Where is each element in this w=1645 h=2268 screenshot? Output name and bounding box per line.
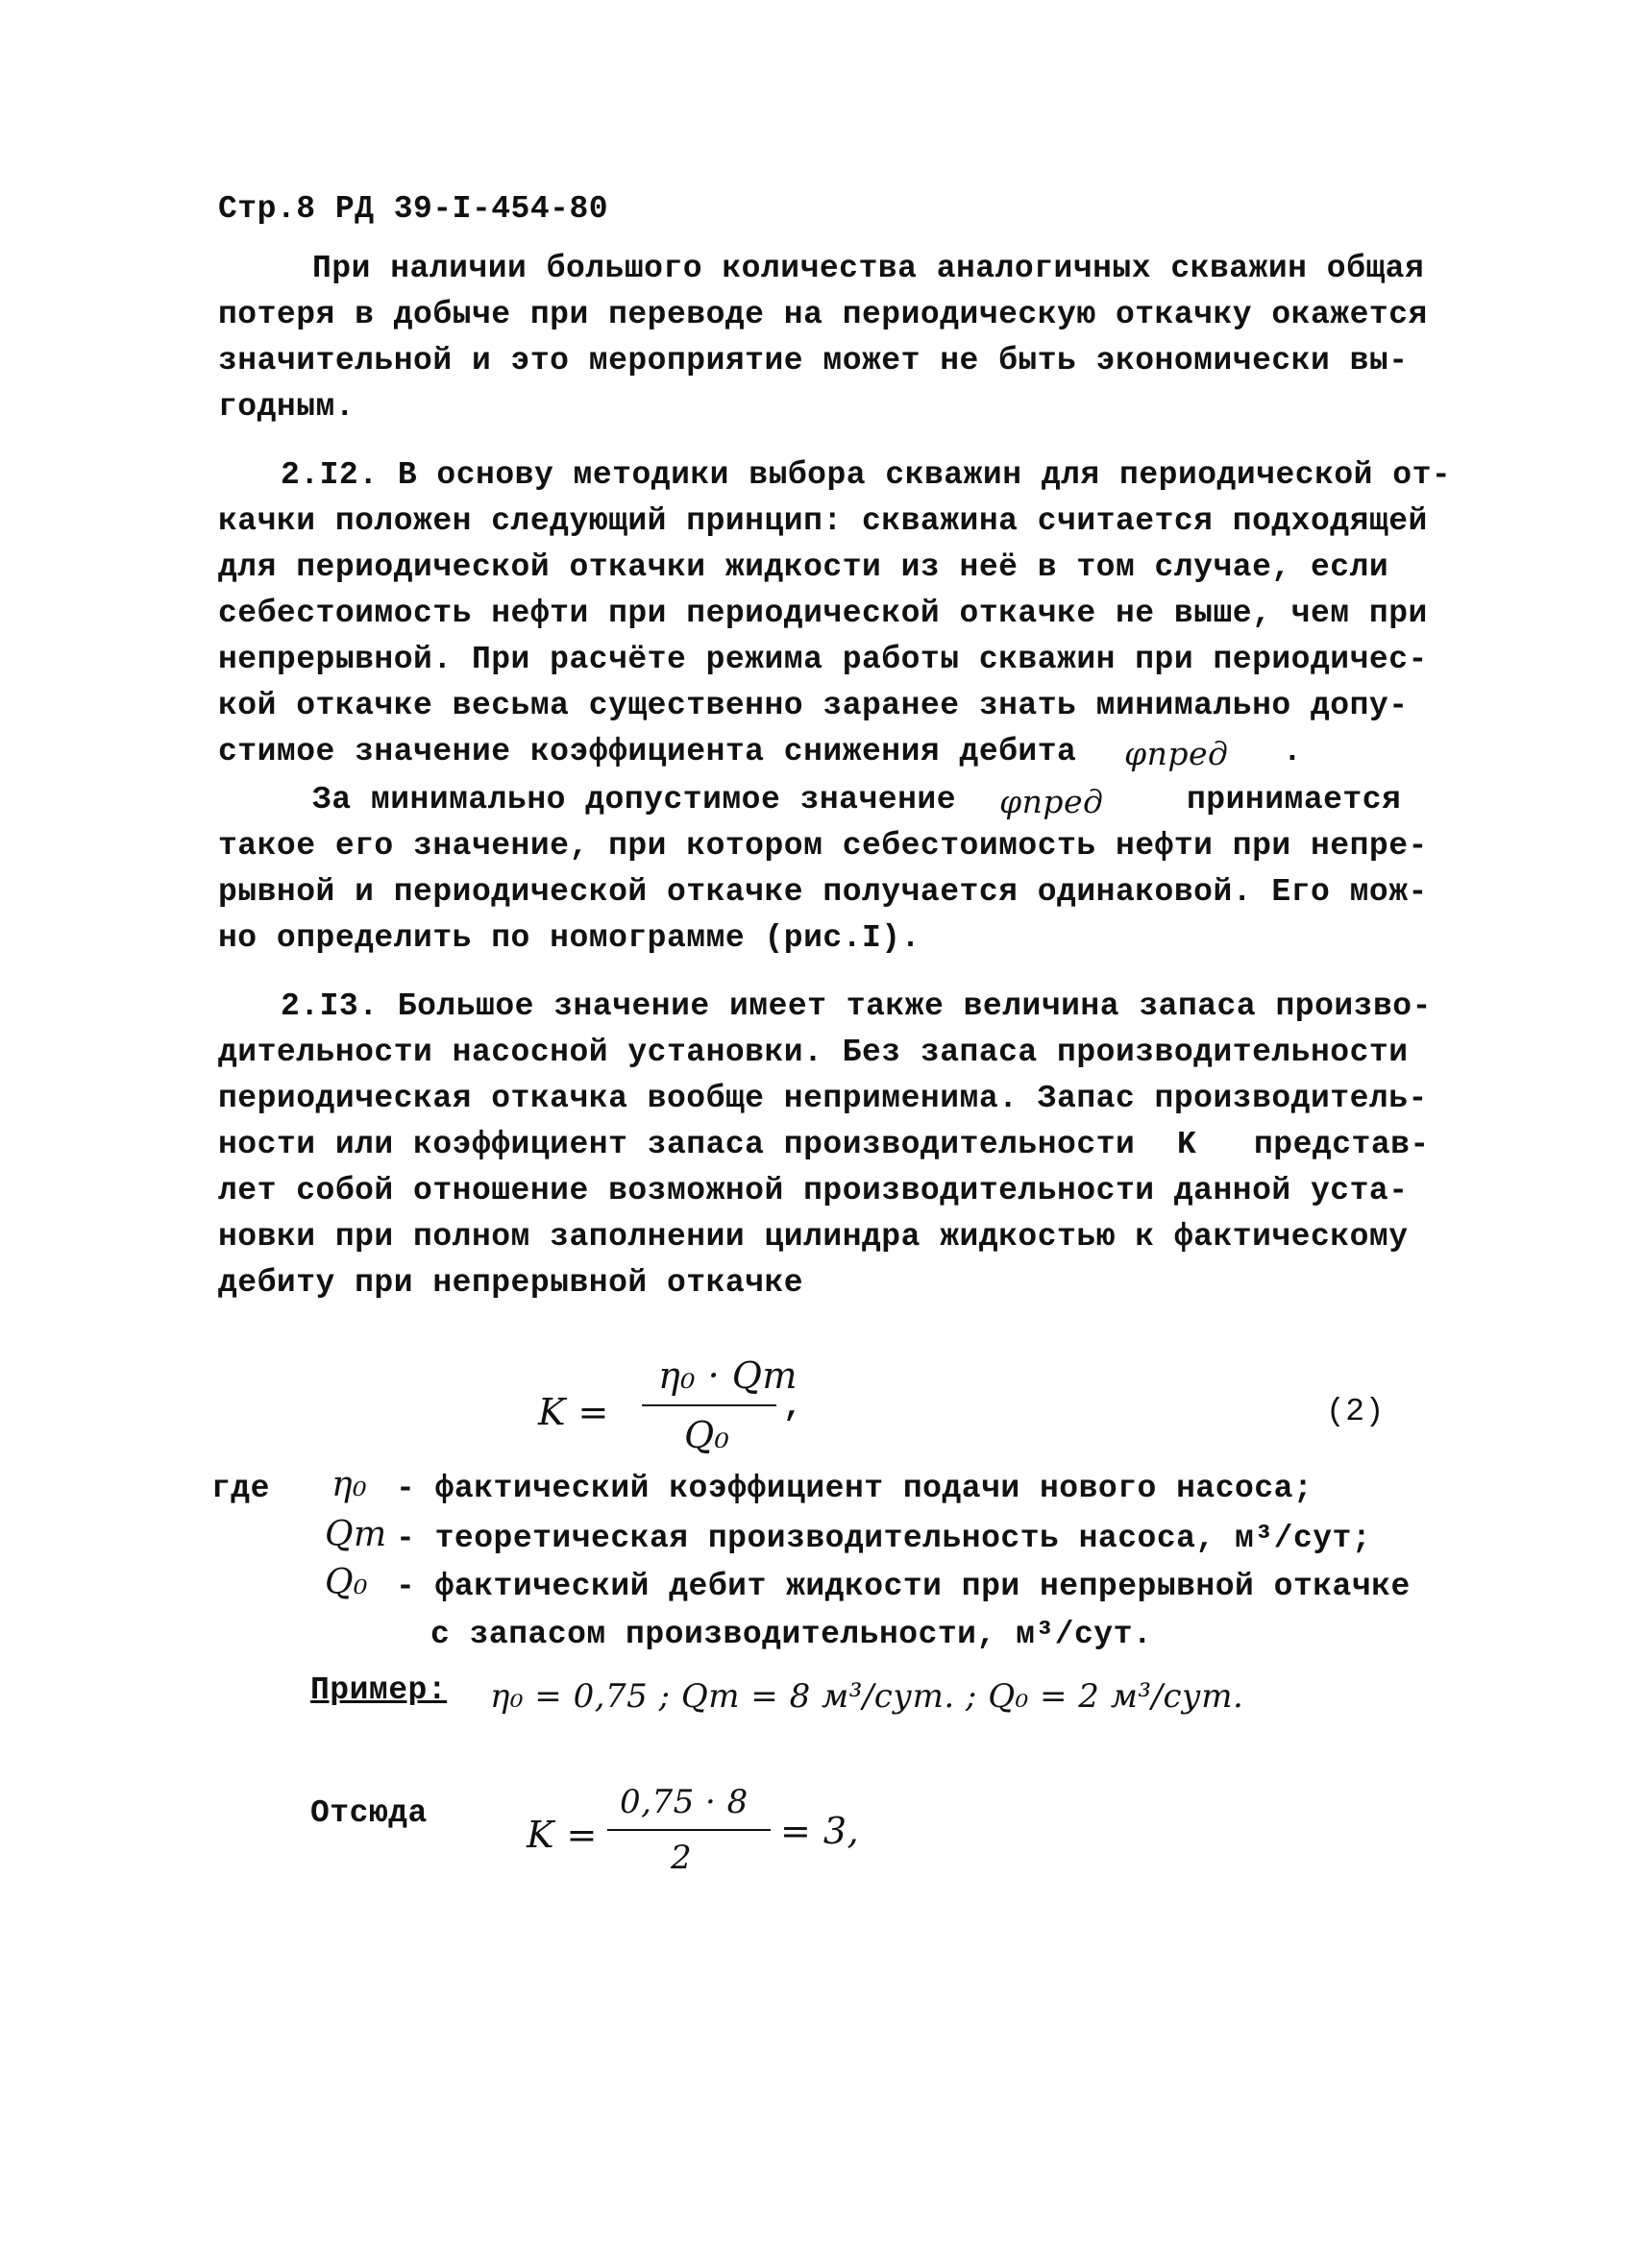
where-item-eta: - фактический коэффициент подачи нового насоса; [396, 1471, 1314, 1506]
para1-line-2: потеря в добыче при переводе на периодическую откачку окажется [218, 297, 1428, 332]
para4-line-5: лет собой отношение возможной производительности данной уста- [218, 1173, 1409, 1208]
para1-line-4: годным. [218, 389, 356, 425]
where-continuation: с запасом производительности, м³/сут. [430, 1617, 1153, 1652]
page-header: Стр.8 РД 39-I-454-80 [218, 191, 609, 227]
para3-line-4: но определить по номограмме (рис.I). [218, 920, 921, 956]
para4-line-6: новки при полном заполнении цилиндра жидкостью к фактическому [218, 1219, 1409, 1255]
para2-line-2: качки положен следующий принцип: скважина считается подходящей [218, 503, 1428, 539]
formula-trailing-comma: , [783, 1389, 803, 1425]
para2-line-6: кой откачке весьма существенно заранее знать минимально допу- [218, 688, 1409, 723]
result-numerator: 0,75 · 8 [620, 1783, 749, 1821]
result-fraction-bar [607, 1829, 771, 1831]
para1-line-3: значительной и это мероприятие может не быть экономически вы- [218, 343, 1409, 378]
where-item-qt: - теоретическая производительность насоса, м³/сут; [396, 1521, 1372, 1556]
phi-pred-symbol-1: φпред [1124, 735, 1229, 772]
phi-pred-symbol-2: φпред [999, 783, 1104, 820]
para4-line-1: 2.I3. Большое значение имеет также величина запаса произво- [281, 988, 1432, 1024]
para2-line-1: 2.I2. В основу методики выбора скважин для периодической от- [281, 457, 1452, 493]
para1-line-1: При наличии большого количества аналогичных скважин общая [312, 251, 1425, 286]
para2-period: . [1283, 734, 1303, 769]
para4-line-7: дебиту при непрерывной откачке [218, 1265, 804, 1301]
formula-fraction-bar [642, 1404, 776, 1406]
where-sym-q0: Q₀ [325, 1563, 368, 1602]
para3-line-1-start: За минимально допустимое значение [312, 782, 957, 817]
formula-numerator: η₀ · Qт [658, 1354, 798, 1397]
para4-line-3: периодическая откачка вообще неприменима. Запас производитель- [218, 1081, 1428, 1116]
para3-line-3: рывной и периодической откачке получается одинаковой. Его мож- [218, 874, 1428, 910]
example-values: η₀ = 0,75 ; Qт = 8 м³/сут. ; Q₀ = 2 м³/сут. [490, 1677, 1244, 1716]
formula-denominator: Q₀ [684, 1414, 730, 1456]
para4-line-2: дительности насосной установки. Без запаса производительности [218, 1035, 1409, 1070]
para2-line-3: для периодической откачки жидкости из неё в том случае, если [218, 549, 1389, 585]
result-label: Отсюда [310, 1795, 428, 1831]
formula-number: (2) [1326, 1394, 1385, 1429]
para3-line-1-end: принимается [1187, 782, 1402, 817]
result-denominator: 2 [671, 1839, 693, 1877]
para3-line-2: такое его значение, при котором себестоимость нефти при непре- [218, 828, 1428, 864]
where-sym-eta: η₀ [331, 1465, 367, 1504]
where-sym-qt: Qт [325, 1515, 387, 1554]
para2-line-4: себестоимость нефти при периодической откачке не выше, чем при [218, 596, 1428, 631]
where-item-q0: - фактический дебит жидкости при непрерывной откачке [396, 1569, 1411, 1604]
formula-lhs: K = [538, 1391, 609, 1433]
where-label: где [211, 1471, 270, 1506]
result-rhs: = 3, [780, 1810, 860, 1852]
para4-line-4-end: представ- [1254, 1127, 1430, 1162]
para4-line-4: ности или коэффициент запаса производительности [218, 1127, 1136, 1162]
para2-line-5: непрерывной. При расчёте режима работы скважин при периодичес- [218, 642, 1428, 677]
result-lhs: K = [527, 1814, 598, 1856]
para2-line-7: стимое значение коэффициента снижения дебита [218, 734, 1077, 769]
para4-K-symbol: K [1177, 1127, 1197, 1162]
example-label: Пример: [310, 1672, 448, 1708]
